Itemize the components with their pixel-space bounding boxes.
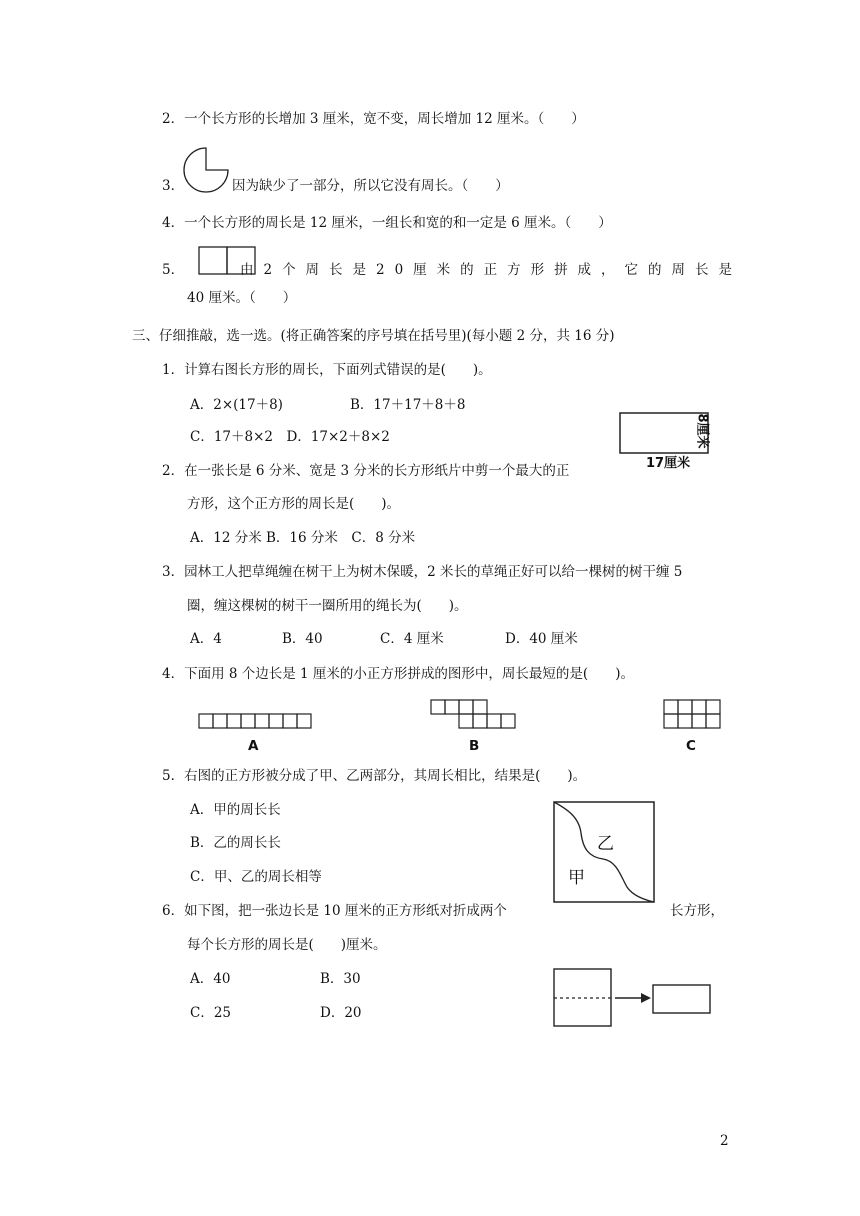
- fold-square-figure: [553, 968, 718, 1030]
- q1-option-b: B．17＋17＋8＋8: [350, 397, 466, 413]
- q1-stem: 1．计算右图长方形的周长，下面列式错误的是( )。: [162, 362, 492, 378]
- q6-stem-line2: 每个长方形的周长是( )厘米。: [187, 937, 387, 953]
- q3-option-a: A．4: [190, 631, 222, 647]
- q5-option-b: B．乙的周长长: [190, 835, 281, 851]
- section3-heading: 三、仔细推敲，选一选。(将正确答案的序号填在括号里)(每小题 2 分，共 16 分): [132, 328, 615, 344]
- q1-figure-height-label: 8厘米: [694, 413, 710, 449]
- q4-label-a: A: [248, 738, 259, 754]
- q4-stem: 4．下面用 8 个边长是 1 厘米的小正方形拼成的图形中，周长最短的是( )。: [162, 666, 634, 682]
- page-number: 2: [720, 1133, 729, 1149]
- q6-option-b: B．30: [320, 971, 361, 987]
- q5-label-yi: 乙: [597, 834, 614, 854]
- circle-missing-quarter-figure: [186, 147, 226, 193]
- q5-stem: 5．右图的正方形被分成了甲、乙两部分，其周长相比，结果是( )。: [162, 768, 587, 784]
- judge-q5-line2: 40 厘米。（ ）: [187, 290, 297, 306]
- shape-c-figure: [663, 699, 725, 731]
- q4-label-c: C: [686, 738, 696, 754]
- q2-stem-line1: 2．在一张长是 6 分米、宽是 3 分米的长方形纸片中剪一个最大的正: [162, 463, 570, 479]
- q1-figure-width-label: 17厘米: [646, 456, 691, 471]
- q2-stem-line2: 方形，这个正方形的周长是( )。: [187, 496, 401, 512]
- q3-stem-line1: 3．园林工人把草绳缠在树干上为树木保暖，2 米长的草绳正好可以给一棵树的树干缠 5: [162, 564, 683, 580]
- judge-q3-number: 3．: [162, 178, 185, 194]
- q2-options: A．12 分米 B．16 分米 C．8 分米: [190, 530, 416, 546]
- judge-q3-text: 因为缺少了一部分，所以它没有周长。（ ）: [232, 178, 509, 194]
- q6-option-d: D．20: [320, 1005, 362, 1021]
- q1-option-c-d: C．17＋8×2 D．17×2＋8×2: [190, 429, 390, 445]
- q6-stem-line1: 6．如下图，把一张边长是 10 厘米的正方形纸对折成两个: [162, 903, 507, 919]
- judge-q2: 2．一个长方形的长增加 3 厘米，宽不变，周长增加 12 厘米。（ ）: [162, 111, 585, 127]
- q4-label-b: B: [469, 738, 480, 754]
- shape-a-figure: [198, 713, 318, 733]
- judge-q4: 4．一个长方形的周长是 12 厘米，一组长和宽的和一定是 6 厘米。（ ）: [162, 215, 612, 231]
- judge-q5-number: 5．: [162, 262, 185, 278]
- q3-stem-line2: 圈，缠这棵树的树干一圈所用的绳长为( )。: [187, 598, 468, 614]
- q5-option-a: A．甲的周长长: [190, 802, 281, 818]
- judge-q5-line1: 由 2 个 周 长 是 2 0 厘 米 的 正 方 形 拼 成 ， 它 的 周 长 是: [240, 262, 732, 278]
- q1-option-a: A．2×(17＋8): [190, 397, 283, 413]
- q5-option-c: C．甲、乙的周长相等: [190, 869, 322, 885]
- q3-option-c: C．4 厘米: [380, 631, 444, 647]
- q3-option-d: D．40 厘米: [505, 631, 578, 647]
- q6-option-c: C．25: [190, 1005, 232, 1021]
- q6-option-a: A．40: [190, 971, 231, 987]
- shape-b-figure: [430, 699, 520, 731]
- q6-stem-line1-tail: 长方形，: [670, 903, 724, 919]
- q5-label-jia: 甲: [568, 868, 585, 888]
- q3-option-b: B．40: [282, 631, 323, 647]
